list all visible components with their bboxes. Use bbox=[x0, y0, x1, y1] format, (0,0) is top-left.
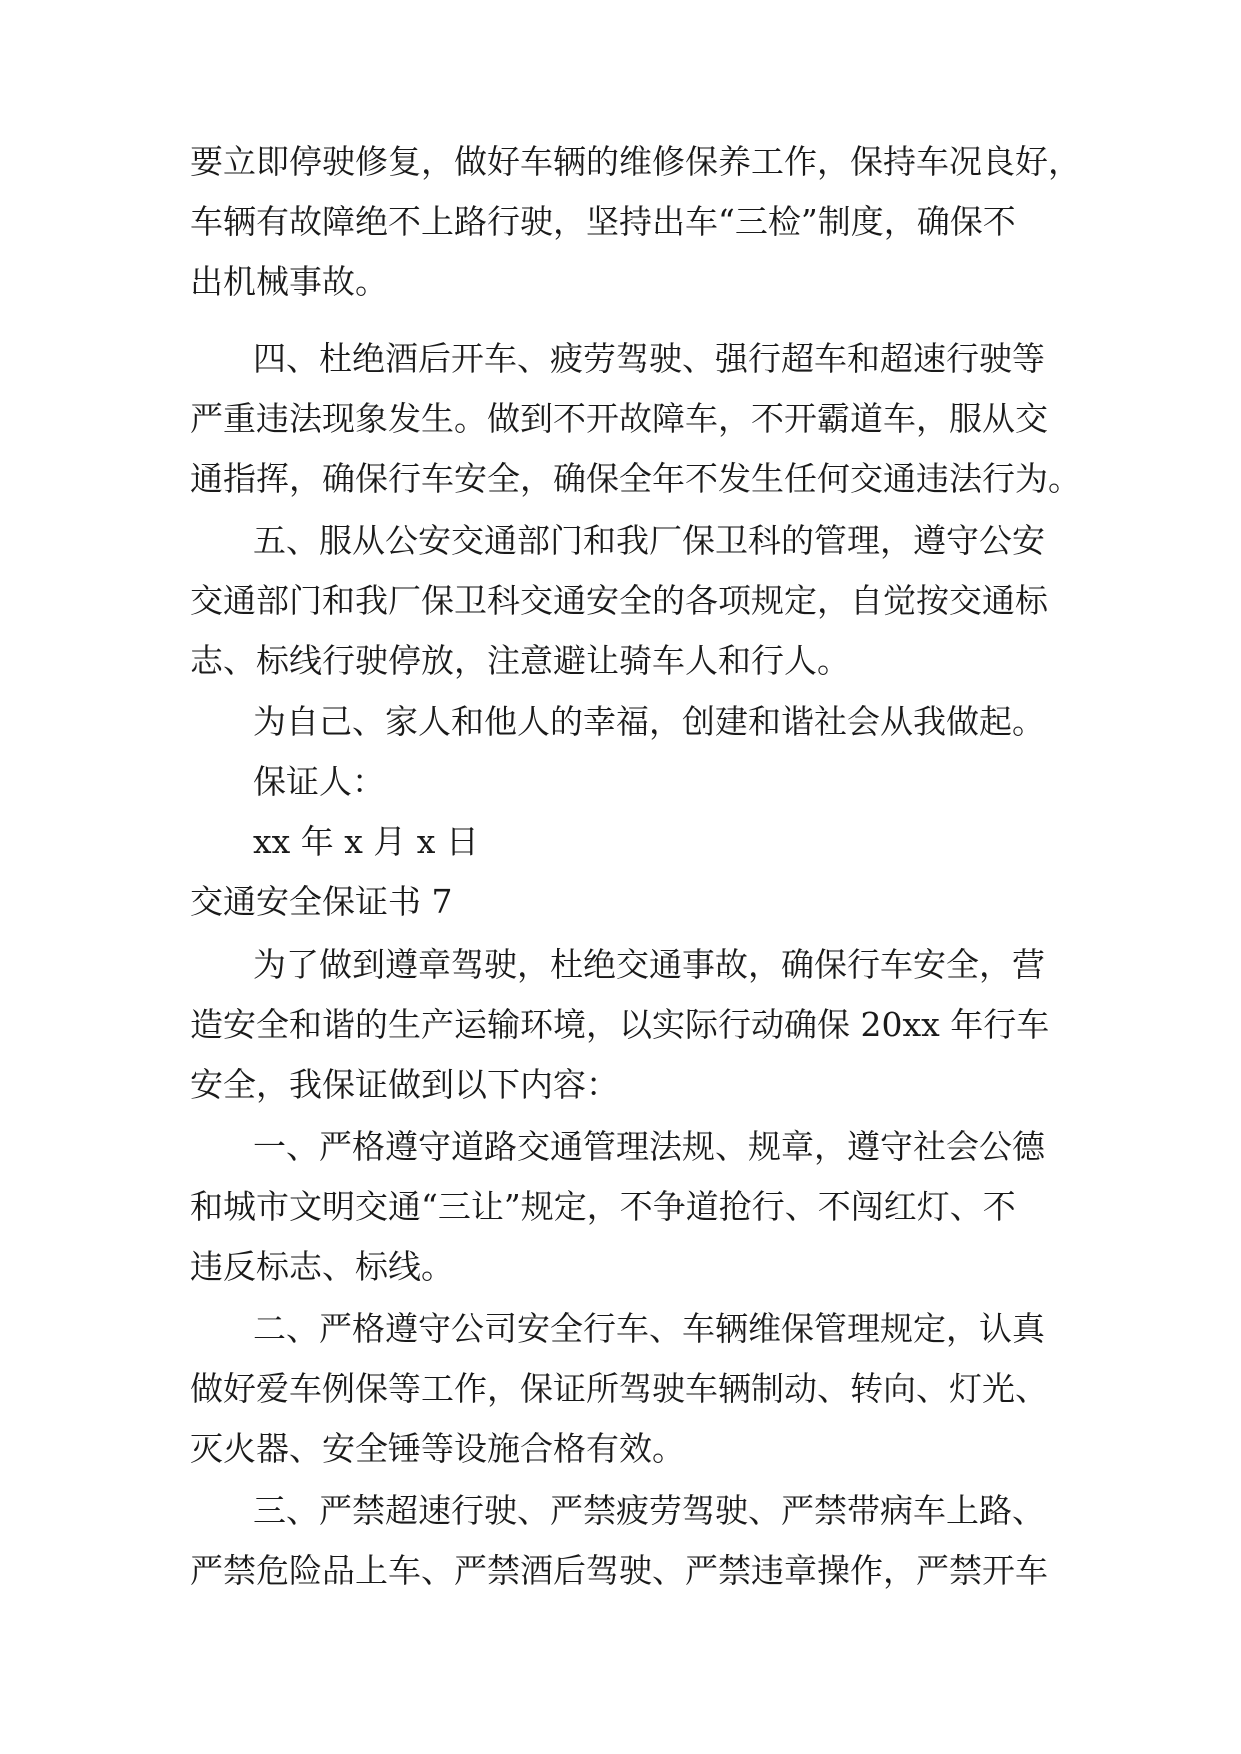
text-line: 交通部门和我厂保卫科交通安全的各项规定，自觉按交通标 bbox=[190, 581, 1048, 620]
text-line: 严禁危险品上车、严禁酒后驾驶、严禁违章操作，严禁开车 bbox=[190, 1551, 1048, 1590]
text-line: 四、杜绝酒后开车、疲劳驾驶、强行超车和超速行驶等 bbox=[253, 339, 1045, 378]
signature-label: 保证人： bbox=[253, 762, 385, 801]
text-line: 做好爱车例保等工作，保证所驾驶车辆制动、转向、灯光、 bbox=[190, 1369, 1048, 1408]
text-line: 志、标线行驶停放，注意避让骑车人和行人。 bbox=[190, 641, 850, 680]
text-line: 要立即停驶修复，做好车辆的维修保养工作，保持车况良好， bbox=[190, 142, 1081, 181]
text-line: 通指挥，确保行车安全，确保全年不发生任何交通违法行为。 bbox=[190, 459, 1081, 498]
text-line: 出机械事故。 bbox=[190, 262, 388, 301]
text-line: 安全，我保证做到以下内容： bbox=[190, 1065, 619, 1104]
text-line: 为了做到遵章驾驶，杜绝交通事故，确保行车安全，营 bbox=[253, 945, 1045, 984]
text-line: 灭火器、安全锤等设施合格有效。 bbox=[190, 1429, 685, 1468]
text-line: 违反标志、标线。 bbox=[190, 1247, 454, 1286]
text-line: 一、严格遵守道路交通管理法规、规章，遵守社会公德 bbox=[253, 1127, 1045, 1166]
text-line: 车辆有故障绝不上路行驶，坚持出车“三检”制度，确保不 bbox=[190, 202, 1016, 241]
text-line: 和城市文明交通“三让”规定，不争道抢行、不闯红灯、不 bbox=[190, 1187, 1016, 1226]
text-line: 为自己、家人和他人的幸福，创建和谐社会从我做起。 bbox=[253, 702, 1045, 741]
section-title: 交通安全保证书 7 bbox=[190, 882, 453, 921]
date-line: xx 年 x 月 x 日 bbox=[253, 822, 479, 861]
text-line: 二、严格遵守公司安全行车、车辆维保管理规定，认真 bbox=[253, 1309, 1045, 1348]
text-line: 严重违法现象发生。做到不开故障车，不开霸道车，服从交 bbox=[190, 399, 1048, 438]
text-line: 造安全和谐的生产运输环境，以实际行动确保 20xx 年行车 bbox=[190, 1005, 1050, 1044]
text-line: 五、服从公安交通部门和我厂保卫科的管理，遵守公安 bbox=[253, 521, 1045, 560]
text-line: 三、严禁超速行驶、严禁疲劳驾驶、严禁带病车上路、 bbox=[253, 1491, 1045, 1530]
